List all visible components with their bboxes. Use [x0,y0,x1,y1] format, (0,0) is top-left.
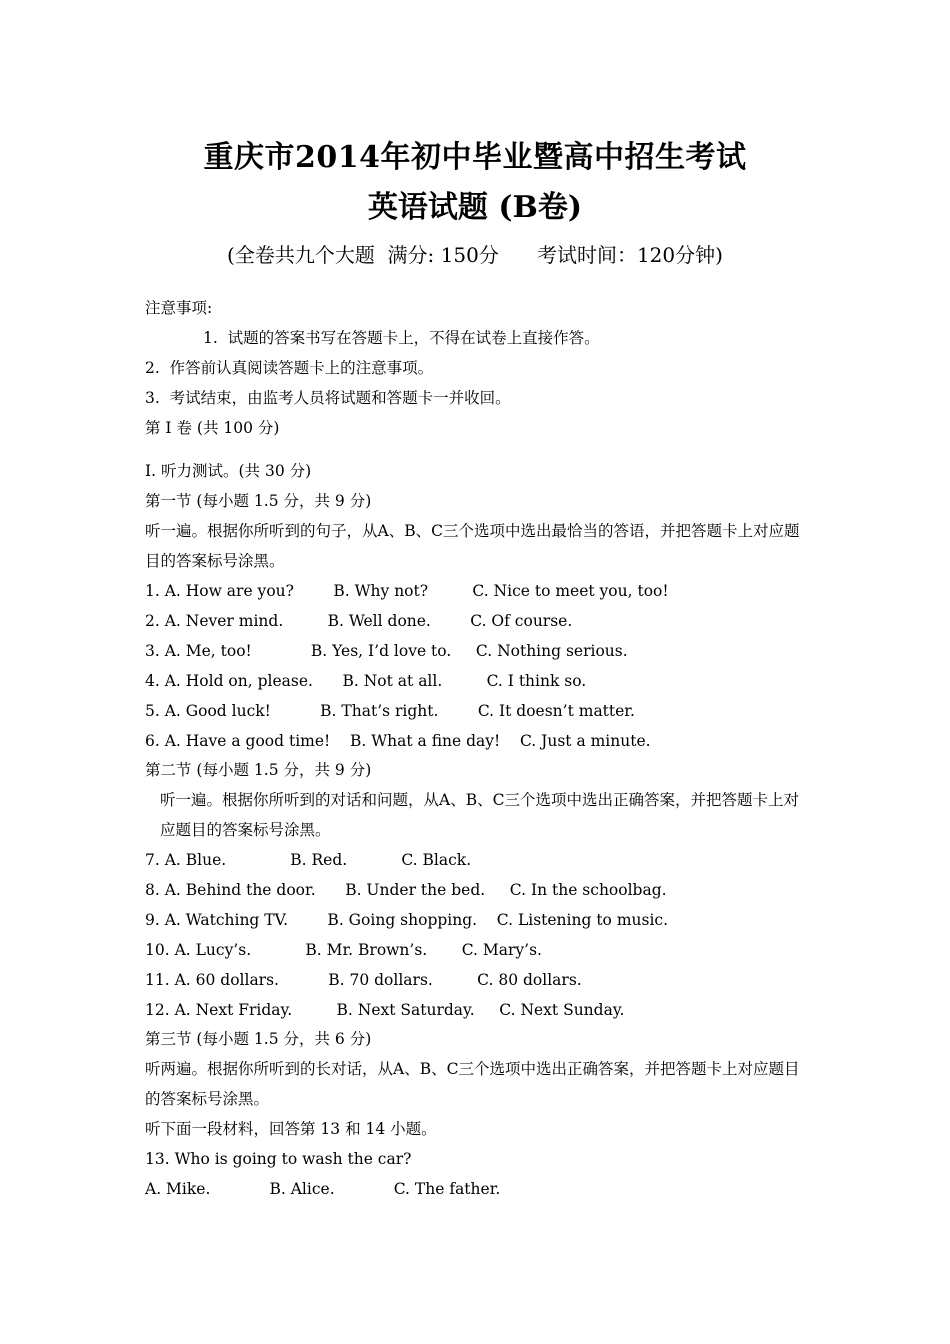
question-3: 3. A. Me, too! B. Yes, I’d love to. C. Nothing serious. [145,641,628,660]
question-11: 11. A. 60 dollars. B. 70 dollars. C. 80 dollars. [145,970,582,989]
question-6: 6. A. Have a good time! B. What a fine day! C. Just a minute. [145,731,651,750]
question-13-options: A. Mike. B. Alice. C. The father. [145,1179,501,1198]
question-9: 9. A. Watching TV. B. Going shopping. C. Listening to music. [145,910,669,929]
part2-heading: 第二节 (每小题 1.5 分，共 9 分) [145,761,372,780]
question-7: 7. A. Blue. B. Red. C. Black. [145,851,472,870]
exam-subject-title: 英语试题 (B卷) [367,190,583,225]
section-listening-heading: I. 听力测试。(共 30 分) [145,462,312,481]
question-5: 5. A. Good luck! B. That’s right. C. It doesn’t matter. [145,701,635,720]
material-note: 听下面一段材料，回答第 13 和 14 小题。 [145,1120,437,1139]
exam-body [145,294,810,1205]
part2-instruction: 听一遍。根据你所听到的对话和问题，从A、B、C三个选项中选出正确答案，并把答题卡上对应题目的答案标号涂黑。 [160,791,799,840]
part1-heading: 第一节 (每小题 1.5 分，共 9 分) [145,492,372,511]
question-10: 10. A. Lucy’s. B. Mr. Brown’s. C. Mary’s. [145,940,542,959]
note-item-3: 3. 考试结束，由监考人员将试题和答题卡一并收回。 [145,388,511,407]
part1-instruction: 听一遍。根据你所听到的句子，从A、B、C三个选项中选出最恰当的答语，并把答题卡上对应题目的答案标号涂黑。 [145,522,800,571]
note-item-1: 1. 试题的答案书写在答题卡上，不得在试卷上直接作答。 [203,328,600,347]
question-4: 4. A. Hold on, please. B. Not at all. C. I think so. [145,671,587,690]
part3-heading: 第三节 (每小题 1.5 分，共 6 分) [145,1030,372,1049]
exam-info: (全卷共九个大题 满分: 150分 考试时间：120分钟) [227,243,723,267]
part3-instruction: 听两遍。根据你所听到的长对话，从A、B、C三个选项中选出正确答案，并把答题卡上对应题目的答案标号涂黑。 [145,1060,800,1109]
question-12: 12. A. Next Friday. B. Next Saturday. C. Next Sunday. [145,1000,625,1019]
question-1: 1. A. How are you? B. Why not? C. Nice to meet you, too! [145,582,669,601]
exam-title: 重庆市2014年初中毕业暨高中招生考试 [203,140,747,175]
part-one-heading: 第 I 卷 (共 100 分) [145,418,280,437]
question-2: 2. A. Never mind. B. Well done. C. Of course. [145,611,573,630]
notes-heading: 注意事项: [145,299,213,317]
question-13: 13. Who is going to wash the car? [145,1150,412,1169]
question-8: 8. A. Behind the door. B. Under the bed. C. In the schoolbag. [145,880,667,899]
spacer [145,443,810,457]
note-item-2: 2. 作答前认真阅读答题卡上的注意事项。 [145,358,434,377]
